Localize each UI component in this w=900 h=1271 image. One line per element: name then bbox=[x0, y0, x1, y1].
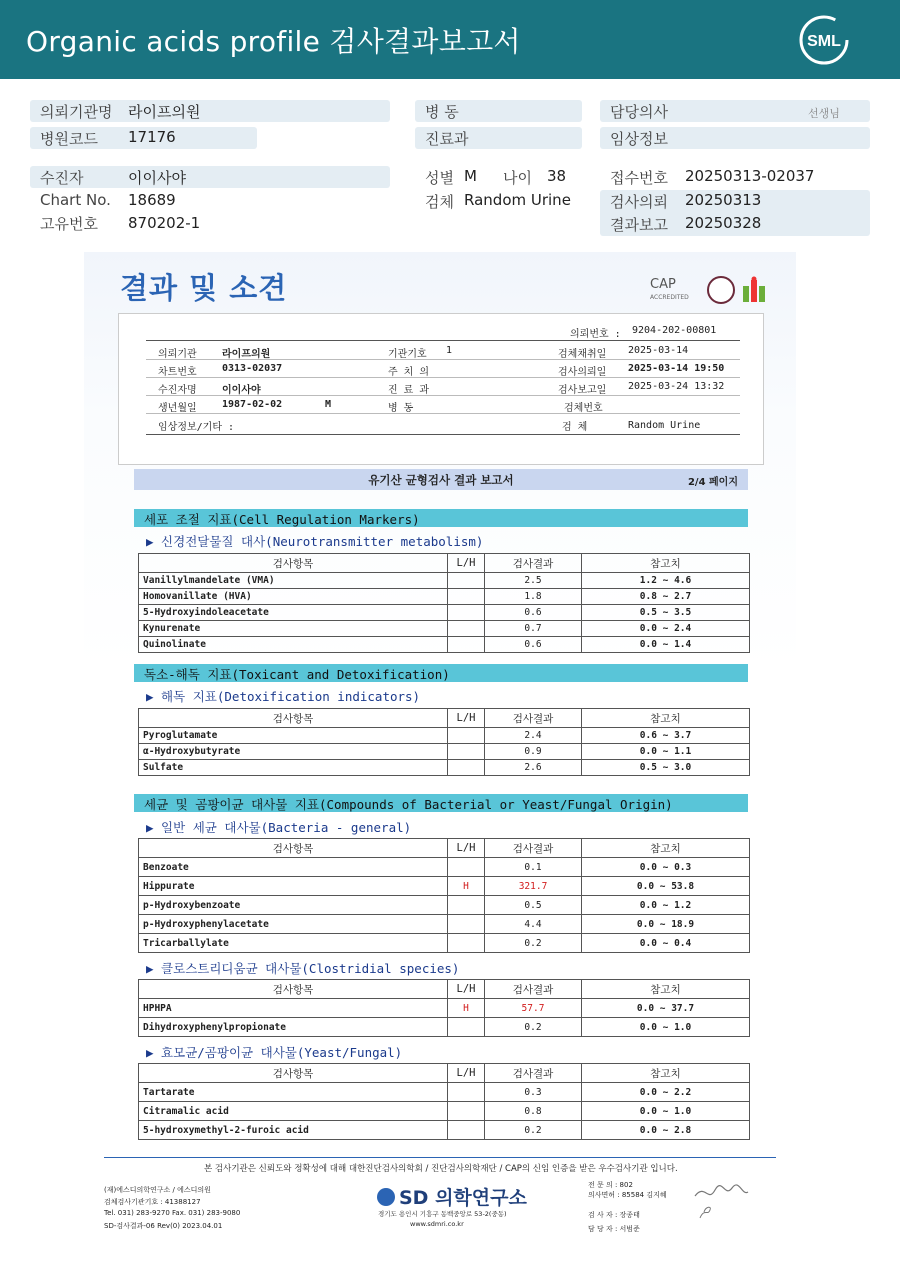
info-label: 검체번호 bbox=[564, 403, 603, 414]
analyte-name: Citramalic acid bbox=[139, 1102, 448, 1121]
table-row bbox=[139, 877, 750, 896]
accreditation-seal-icon bbox=[707, 276, 735, 304]
lh-flag bbox=[448, 621, 485, 637]
sex-value: M bbox=[464, 167, 477, 185]
col-ref: 참고치 bbox=[582, 709, 750, 728]
analyte-name: Sulfate bbox=[139, 760, 448, 776]
report-date-label: 결과보고 bbox=[610, 216, 668, 234]
result-value: 0.9 bbox=[485, 744, 582, 760]
result-value: 2.5 bbox=[485, 573, 582, 589]
lh-flag bbox=[448, 1083, 485, 1102]
table-header-row bbox=[139, 980, 750, 999]
analyte-name: p-Hydroxybenzoate bbox=[139, 896, 448, 915]
info-value: M bbox=[325, 399, 332, 410]
result-value: 0.5 bbox=[485, 896, 582, 915]
col-result: 검사결과 bbox=[485, 554, 582, 573]
lh-flag: H bbox=[448, 877, 485, 896]
table-row bbox=[139, 605, 750, 621]
institution-value: 라이프의원 bbox=[128, 103, 201, 121]
table-header-row bbox=[139, 839, 750, 858]
subsection-title: ▶ 신경전달물질 대사(Neurotransmitter metabolism) bbox=[146, 534, 484, 549]
col-result: 검사결과 bbox=[485, 839, 582, 858]
section-title: 세균 및 곰팡이균 대사물 지표(Compounds of Bacterial or Yeast/Fungal Origin) bbox=[144, 797, 673, 812]
info-value: 이이사야 bbox=[222, 385, 261, 396]
col-lh: L/H bbox=[448, 1064, 485, 1083]
results-heading: 유기산 균형검사 결과 보고서 bbox=[368, 473, 514, 487]
info-label: 수진자명 bbox=[158, 385, 197, 396]
col-lh: L/H bbox=[448, 709, 485, 728]
col-ref: 참고치 bbox=[582, 839, 750, 858]
info-label: 진 료 과 bbox=[388, 385, 430, 396]
col-ref: 참고치 bbox=[582, 554, 750, 573]
col-item: 검사항목 bbox=[139, 554, 448, 573]
result-value: 0.2 bbox=[485, 1018, 582, 1037]
table-row bbox=[139, 637, 750, 653]
info-value: 1987-02-02 bbox=[222, 399, 283, 410]
hosp-code-value: 17176 bbox=[128, 128, 176, 146]
institution-label: 의뢰기관명 bbox=[40, 103, 113, 121]
analyte-name: Kynurenate bbox=[139, 621, 448, 637]
lh-flag bbox=[448, 744, 485, 760]
request-date-value: 20250313 bbox=[685, 191, 762, 209]
table-row bbox=[139, 1083, 750, 1102]
age-label: 나이 bbox=[503, 169, 532, 187]
reference-range: 0.0 ~ 1.4 bbox=[582, 637, 750, 653]
result-value: 0.3 bbox=[485, 1083, 582, 1102]
result-value: 0.6 bbox=[485, 605, 582, 621]
specimen-value: Random Urine bbox=[464, 191, 571, 209]
reference-range: 0.0 ~ 0.4 bbox=[582, 934, 750, 953]
reference-range: 0.0 ~ 2.4 bbox=[582, 621, 750, 637]
analyte-name: p-Hydroxyphenylacetate bbox=[139, 915, 448, 934]
analyte-name: Tricarballylate bbox=[139, 934, 448, 953]
info-label: 의뢰기관 bbox=[158, 349, 197, 360]
analyte-name: α-Hydroxybutyrate bbox=[139, 744, 448, 760]
table-header-row bbox=[139, 554, 750, 573]
footer-contact: Tel. 031) 283-9270 Fax. 031) 283-9080 bbox=[104, 1209, 241, 1217]
reference-range: 0.0 ~ 37.7 bbox=[582, 999, 750, 1018]
col-item: 검사항목 bbox=[139, 1064, 448, 1083]
lh-flag bbox=[448, 934, 485, 953]
col-item: 검사항목 bbox=[139, 839, 448, 858]
section-bar bbox=[134, 794, 748, 812]
reference-range: 0.0 ~ 1.1 bbox=[582, 744, 750, 760]
request-number-value: 9204-202-00801 bbox=[632, 325, 717, 336]
info-value: 2025-03-14 19:50 bbox=[628, 363, 725, 374]
col-ref: 참고치 bbox=[582, 980, 750, 999]
footer-docno: SD-검사결과-06 Rev(0) 2023.04.01 bbox=[104, 1222, 223, 1230]
results-table bbox=[138, 1063, 750, 1140]
footer-license: 의사면허 : 85584 김지혜 bbox=[588, 1191, 667, 1199]
reference-range: 0.5 ~ 3.5 bbox=[582, 605, 750, 621]
analyte-name: Hippurate bbox=[139, 877, 448, 896]
analyte-name: Homovanillate (HVA) bbox=[139, 589, 448, 605]
reference-range: 0.0 ~ 53.8 bbox=[582, 877, 750, 896]
result-value: 0.8 bbox=[485, 1102, 582, 1121]
table-row bbox=[139, 896, 750, 915]
col-result: 검사결과 bbox=[485, 980, 582, 999]
lh-flag bbox=[448, 1018, 485, 1037]
specimen-label: 검체 bbox=[425, 193, 454, 211]
uid-value: 870202-1 bbox=[128, 214, 201, 232]
col-lh: L/H bbox=[448, 839, 485, 858]
analyte-name: Benzoate bbox=[139, 858, 448, 877]
request-date-label: 검사의뢰 bbox=[610, 193, 668, 211]
report-date-value: 20250328 bbox=[685, 214, 762, 232]
reference-range: 0.0 ~ 1.2 bbox=[582, 896, 750, 915]
doctor-suffix: 선생님 bbox=[808, 107, 840, 120]
info-label: 기관기호 bbox=[388, 349, 427, 360]
report-title: 결과 및 소견 bbox=[120, 271, 288, 305]
info-label: 병 동 bbox=[388, 403, 414, 414]
section-bar bbox=[134, 664, 748, 682]
reference-range: 0.0 ~ 1.0 bbox=[582, 1018, 750, 1037]
hosp-code-label: 병원코드 bbox=[40, 130, 98, 148]
uid-label: 고유번호 bbox=[40, 215, 98, 233]
result-value: 57.7 bbox=[485, 999, 582, 1018]
lh-flag bbox=[448, 915, 485, 934]
ward-label: 병 동 bbox=[425, 103, 459, 121]
info-label: 주 치 의 bbox=[388, 367, 430, 378]
reference-range: 0.0 ~ 0.3 bbox=[582, 858, 750, 877]
subsection-title: ▶ 해독 지표(Detoxification indicators) bbox=[146, 689, 421, 704]
analyte-name: Pyroglutamate bbox=[139, 728, 448, 744]
request-number-label: 의뢰번호 : bbox=[570, 329, 621, 340]
report-header bbox=[0, 0, 900, 79]
analyte-name: Dihydroxyphenylpropionate bbox=[139, 1018, 448, 1037]
table-row bbox=[139, 1102, 750, 1121]
sml-logo bbox=[798, 14, 850, 66]
table-header-row bbox=[139, 709, 750, 728]
reference-range: 0.5 ~ 3.0 bbox=[582, 760, 750, 776]
footer-address: 경기도 용인시 기흥구 동백중앙로 53-2(중동) bbox=[378, 1210, 507, 1218]
chart-label: Chart No. bbox=[40, 191, 111, 209]
lh-flag bbox=[448, 728, 485, 744]
info-value: 1 bbox=[446, 345, 453, 356]
lh-flag bbox=[448, 573, 485, 589]
footer-org: (재)에스디의학연구소 / 에스디의원 bbox=[104, 1186, 211, 1194]
footer-website: www.sdmri.co.kr bbox=[410, 1220, 464, 1228]
reference-range: 0.0 ~ 2.2 bbox=[582, 1083, 750, 1102]
col-lh: L/H bbox=[448, 980, 485, 999]
footer-divider bbox=[104, 1157, 776, 1158]
reference-range: 0.0 ~ 1.0 bbox=[582, 1102, 750, 1121]
table-row bbox=[139, 760, 750, 776]
section-bar bbox=[134, 509, 748, 527]
result-value: 0.2 bbox=[485, 934, 582, 953]
reference-range: 0.0 ~ 2.8 bbox=[582, 1121, 750, 1140]
footer-notice: 본 검사기관은 신뢰도와 정확성에 대해 대한진단검사의학회 / 진단검사의학재단 / CAP의 신임 인증을 받은 우수검사기관 입니다. bbox=[204, 1164, 678, 1174]
col-item: 검사항목 bbox=[139, 709, 448, 728]
doctor-label: 담당의사 bbox=[610, 103, 668, 121]
results-heading-bar bbox=[134, 469, 748, 490]
subsection-title: ▶ 클로스트리디움균 대사물(Clostridial species) bbox=[146, 961, 460, 976]
lh-flag bbox=[448, 760, 485, 776]
results-table bbox=[138, 708, 750, 776]
subsection-title: ▶ 일반 세균 대사물(Bacteria - general) bbox=[146, 820, 412, 835]
col-ref: 참고치 bbox=[582, 1064, 750, 1083]
result-value: 0.7 bbox=[485, 621, 582, 637]
info-value: Random Urine bbox=[628, 420, 701, 431]
table-row bbox=[139, 934, 750, 953]
lh-flag bbox=[448, 589, 485, 605]
result-value: 1.8 bbox=[485, 589, 582, 605]
table-row bbox=[139, 621, 750, 637]
lh-flag bbox=[448, 1102, 485, 1121]
subsection-title: ▶ 효모균/곰팡이균 대사물(Yeast/Fungal) bbox=[146, 1045, 403, 1060]
chart-value: 18689 bbox=[128, 191, 176, 209]
analyte-name: Quinolinate bbox=[139, 637, 448, 653]
receipt-label: 접수번호 bbox=[610, 169, 668, 187]
reference-range: 0.6 ~ 3.7 bbox=[582, 728, 750, 744]
col-result: 검사결과 bbox=[485, 709, 582, 728]
table-row bbox=[139, 728, 750, 744]
result-value: 2.6 bbox=[485, 760, 582, 776]
table-row bbox=[139, 589, 750, 605]
section-title: 독소-해독 지표(Toxicant and Detoxification) bbox=[144, 667, 450, 682]
result-value: 0.2 bbox=[485, 1121, 582, 1140]
lh-flag: H bbox=[448, 999, 485, 1018]
reference-range: 0.0 ~ 18.9 bbox=[582, 915, 750, 934]
footer-manager: 담 당 자 : 서범준 bbox=[588, 1225, 640, 1233]
result-value: 4.4 bbox=[485, 915, 582, 934]
info-value: 라이프의원 bbox=[222, 349, 271, 360]
section-title: 세포 조절 지표(Cell Regulation Markers) bbox=[144, 512, 420, 527]
results-table bbox=[138, 553, 750, 653]
info-value: 0313-02037 bbox=[222, 363, 283, 374]
info-value: 2025-03-24 13:32 bbox=[628, 381, 725, 392]
analyte-name: HPHPA bbox=[139, 999, 448, 1018]
cap-logo: CAP ACCREDITED bbox=[650, 277, 689, 301]
lh-flag bbox=[448, 896, 485, 915]
analyte-name: Tartarate bbox=[139, 1083, 448, 1102]
result-value: 321.7 bbox=[485, 877, 582, 896]
sd-lab-logo: SD 의학연구소 bbox=[377, 1183, 527, 1210]
table-row bbox=[139, 744, 750, 760]
result-value: 0.6 bbox=[485, 637, 582, 653]
patient-name-label: 수진자 bbox=[40, 169, 84, 187]
footer-tester: 검 사 자 : 장종태 bbox=[588, 1211, 640, 1219]
analyte-name: 5-hydroxymethyl-2-furoic acid bbox=[139, 1121, 448, 1140]
patient-name-value: 이이사야 bbox=[128, 169, 186, 187]
col-item: 검사항목 bbox=[139, 980, 448, 999]
table-row bbox=[139, 999, 750, 1018]
reference-range: 1.2 ~ 4.6 bbox=[582, 573, 750, 589]
info-value: 2025-03-14 bbox=[628, 345, 689, 356]
table-row bbox=[139, 573, 750, 589]
lh-flag bbox=[448, 1121, 485, 1140]
result-value: 2.4 bbox=[485, 728, 582, 744]
info-label: 생년월일 bbox=[158, 403, 197, 414]
dept-label: 진료과 bbox=[425, 130, 469, 148]
table-row bbox=[139, 915, 750, 934]
result-value: 0.1 bbox=[485, 858, 582, 877]
receipt-value: 20250313-02037 bbox=[685, 167, 815, 185]
footer-specialist: 전 문 의 : 802 bbox=[588, 1181, 633, 1189]
page-title: Organic acids profile 검사결과보고서 bbox=[26, 25, 521, 58]
svg-text:SML: SML bbox=[807, 33, 841, 50]
age-value: 38 bbox=[547, 167, 567, 185]
lh-flag bbox=[448, 858, 485, 877]
signature-icon bbox=[690, 1178, 750, 1222]
info-label: 차트번호 bbox=[158, 367, 197, 378]
info-label: 임상정보/기타 : bbox=[158, 422, 235, 433]
lh-flag bbox=[448, 637, 485, 653]
results-table bbox=[138, 838, 750, 953]
info-label: 검체채취일 bbox=[558, 349, 607, 360]
results-table bbox=[138, 979, 750, 1037]
clinical-label: 임상정보 bbox=[610, 130, 668, 148]
table-header-row bbox=[139, 1064, 750, 1083]
footer-code: 검체검사기관기호 : 41388127 bbox=[104, 1198, 201, 1206]
patient-name-row bbox=[30, 166, 390, 188]
info-label: 검사의뢰일 bbox=[558, 367, 607, 378]
info-label: 검 체 bbox=[562, 422, 588, 433]
info-label: 검사보고일 bbox=[558, 385, 607, 396]
lab-certification-icon bbox=[742, 276, 766, 304]
col-result: 검사결과 bbox=[485, 1064, 582, 1083]
analyte-name: Vanillylmandelate (VMA) bbox=[139, 573, 448, 589]
table-row bbox=[139, 1018, 750, 1037]
sex-label: 성별 bbox=[425, 169, 454, 187]
analyte-name: 5-Hydroxyindoleacetate bbox=[139, 605, 448, 621]
reference-range: 0.8 ~ 2.7 bbox=[582, 589, 750, 605]
table-row bbox=[139, 1121, 750, 1140]
page-indicator: 2/4 페이지 bbox=[687, 477, 738, 488]
table-row bbox=[139, 858, 750, 877]
col-lh: L/H bbox=[448, 554, 485, 573]
lh-flag bbox=[448, 605, 485, 621]
